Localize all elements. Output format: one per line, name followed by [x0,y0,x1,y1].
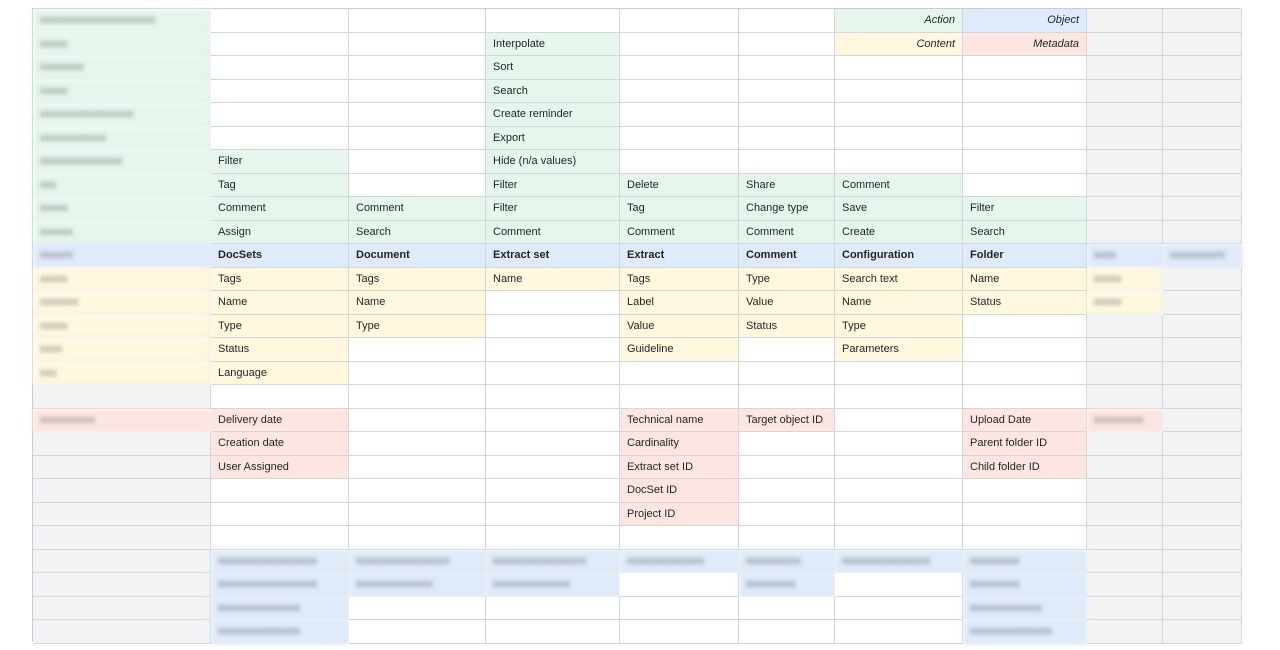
grid-cell[interactable] [739,597,835,621]
grid-cell[interactable] [211,56,349,80]
content-cell[interactable]: Type [835,315,963,339]
grid-cell[interactable] [1163,127,1242,151]
action-cell[interactable]: Export [486,127,620,151]
redacted-cell: xxx [33,362,211,386]
grid-cell[interactable] [620,620,739,644]
grid-cell[interactable] [1163,456,1242,480]
redacted-cell: xxxxxxxxxxxxxxxxx [349,550,486,574]
content-cell[interactable]: Status [211,338,349,362]
redacted-cell: xxxxxxxxxx [739,550,835,574]
grid-cell[interactable] [620,127,739,151]
grid-cell[interactable] [1163,197,1242,221]
grid-cell[interactable] [349,174,486,198]
legend-content[interactable]: Content [835,33,963,57]
grid-cell[interactable] [33,550,211,574]
grid-cell[interactable] [620,80,739,104]
grid-cell[interactable] [349,80,486,104]
grid-cell[interactable] [620,362,739,386]
grid-cell[interactable] [835,526,963,550]
content-cell[interactable]: Status [739,315,835,339]
grid-cell[interactable] [486,338,620,362]
grid-cell[interactable] [486,526,620,550]
grid-cell[interactable] [739,503,835,527]
redacted-cell: xxxxxx [33,221,211,245]
redacted-cell: xxxxxxxxxxxxxxxx [835,550,963,574]
grid-cell[interactable] [211,503,349,527]
grid-cell[interactable] [835,432,963,456]
grid-cell[interactable] [739,9,835,33]
metadata-cell[interactable]: Child folder ID [963,456,1087,480]
grid-cell[interactable] [349,362,486,386]
grid-cell[interactable] [349,432,486,456]
grid-cell[interactable] [1163,597,1242,621]
grid-cell[interactable] [739,56,835,80]
legend-metadata[interactable]: Metadata [963,33,1087,57]
grid-cell[interactable] [33,479,211,503]
grid-cell[interactable] [963,80,1087,104]
content-cell[interactable]: Parameters [835,338,963,362]
metadata-cell[interactable]: Parent folder ID [963,432,1087,456]
grid-cell[interactable] [211,479,349,503]
redacted-cell: xxxxxxxxx [739,573,835,597]
redacted-cell: xxxxxxxxxxxxxx [620,550,739,574]
grid-cell[interactable] [620,33,739,57]
redacted-cell: xxxxxxxxxxxxxxxxxxxxx [33,9,211,33]
redacted-cell: xxxxxxxxxxxxxxx [211,620,349,644]
grid-cell[interactable] [486,479,620,503]
grid-cell[interactable] [349,409,486,433]
redacted-cell: xxxx [1087,244,1163,268]
grid-cell[interactable] [211,385,349,409]
grid-cell[interactable] [620,9,739,33]
object-header[interactable]: Extract [620,244,739,268]
action-cell[interactable]: Comment [620,221,739,245]
grid-cell[interactable] [486,620,620,644]
content-cell[interactable]: Name [486,268,620,292]
spreadsheet-grid [32,8,1241,642]
grid-cell[interactable] [33,456,211,480]
grid-cell[interactable] [349,33,486,57]
grid-cell[interactable] [620,103,739,127]
action-cell[interactable]: Filter [486,197,620,221]
action-cell[interactable]: Share [739,174,835,198]
content-cell[interactable]: Type [739,268,835,292]
grid-cell[interactable] [739,432,835,456]
object-header[interactable]: Configuration [835,244,963,268]
action-cell[interactable]: Filter [963,197,1087,221]
action-cell[interactable]: Search [349,221,486,245]
grid-cell[interactable] [739,456,835,480]
grid-cell[interactable] [1087,33,1163,57]
grid-cell[interactable] [1087,479,1163,503]
grid-cell[interactable] [349,597,486,621]
grid-cell[interactable] [739,103,835,127]
grid-cell[interactable] [1087,432,1163,456]
redacted-cell: xxxx [33,338,211,362]
metadata-cell[interactable]: Technical name [620,409,739,433]
content-cell[interactable]: Tags [349,268,486,292]
grid-cell[interactable] [486,362,620,386]
grid-cell[interactable] [1163,526,1242,550]
grid-cell[interactable] [1087,573,1163,597]
action-cell[interactable]: Filter [211,150,349,174]
grid-cell[interactable] [1163,33,1242,57]
redacted-cell: xxxxxxxxxxxxxxx [963,620,1087,644]
grid-cell[interactable] [620,150,739,174]
content-cell[interactable]: Tags [211,268,349,292]
grid-cell[interactable] [1087,150,1163,174]
metadata-cell[interactable]: User Assigned [211,456,349,480]
action-cell[interactable]: Tag [620,197,739,221]
action-cell[interactable]: Create reminder [486,103,620,127]
grid-cell[interactable] [835,150,963,174]
grid-cell[interactable] [33,526,211,550]
content-cell[interactable]: Value [620,315,739,339]
action-cell[interactable]: Sort [486,56,620,80]
grid-cell[interactable] [739,33,835,57]
object-header[interactable]: Folder [963,244,1087,268]
grid-cell[interactable] [1163,620,1242,644]
grid-cell[interactable] [33,385,211,409]
content-cell[interactable]: Tags [620,268,739,292]
grid-cell[interactable] [739,338,835,362]
redacted-cell: xxxxxxxxx [963,550,1087,574]
redacted-cell: xxxxxxxx [33,56,211,80]
grid-cell[interactable] [1163,550,1242,574]
grid-cell[interactable] [835,362,963,386]
action-cell[interactable]: Filter [486,174,620,198]
grid-cell[interactable] [486,432,620,456]
grid-cell[interactable] [1087,620,1163,644]
metadata-cell[interactable]: DocSet ID [620,479,739,503]
content-cell[interactable]: Name [349,291,486,315]
metadata-cell[interactable]: Upload Date [963,409,1087,433]
content-cell[interactable]: Type [211,315,349,339]
action-cell[interactable]: Search [486,80,620,104]
redacted-cell: xxxxxxxxxxxxxxxxxx [211,573,349,597]
grid-cell[interactable] [211,103,349,127]
grid-cell[interactable] [1163,291,1242,315]
redacted-cell: xxxxxxx [33,291,211,315]
grid-cell[interactable] [1163,338,1242,362]
grid-cell[interactable] [33,597,211,621]
grid-cell[interactable] [963,174,1087,198]
grid-cell[interactable] [739,362,835,386]
grid-cell[interactable] [963,103,1087,127]
object-header[interactable]: DocSets [211,244,349,268]
grid-cell[interactable] [963,385,1087,409]
redacted-cell: xxxxx [33,80,211,104]
grid-cell[interactable] [1163,573,1242,597]
metadata-cell[interactable]: Creation date [211,432,349,456]
grid-cell[interactable] [1163,56,1242,80]
redacted-cell: xxxxxxxxxxxxxxxxx [486,550,620,574]
grid-cell[interactable] [1087,56,1163,80]
grid-cell[interactable] [835,409,963,433]
grid-cell[interactable] [963,338,1087,362]
grid-cell[interactable] [486,315,620,339]
grid-cell[interactable] [486,291,620,315]
grid-cell[interactable] [1087,9,1163,33]
redacted-cell: xxxxx [33,33,211,57]
grid-cell[interactable] [1087,103,1163,127]
grid-cell[interactable] [349,338,486,362]
grid-cell[interactable] [486,456,620,480]
grid-cell[interactable] [486,597,620,621]
grid-cell[interactable] [486,409,620,433]
grid-cell[interactable] [835,56,963,80]
grid-cell[interactable] [739,526,835,550]
grid-cell[interactable] [33,503,211,527]
grid-cell[interactable] [963,503,1087,527]
grid-cell[interactable] [1087,221,1163,245]
redacted-cell: xxxxx [33,197,211,221]
grid-cell[interactable] [349,526,486,550]
grid-cell[interactable] [486,9,620,33]
grid-cell[interactable] [739,80,835,104]
grid-cell[interactable] [1087,597,1163,621]
grid-cell[interactable] [620,597,739,621]
grid-cell[interactable] [739,620,835,644]
action-cell[interactable]: Search [963,221,1087,245]
grid-cell[interactable] [33,573,211,597]
grid-cell[interactable] [1087,127,1163,151]
action-cell[interactable]: Tag [211,174,349,198]
redacted-cell: xxxxxx [33,244,211,268]
action-cell[interactable]: Save [835,197,963,221]
action-cell[interactable]: Assign [211,221,349,245]
grid-cell[interactable] [963,315,1087,339]
action-cell[interactable]: Comment [486,221,620,245]
grid-cell[interactable] [349,456,486,480]
redacted-cell: xxxxx [33,268,211,292]
grid-cell[interactable] [963,150,1087,174]
action-cell[interactable]: Hide (n/a values) [486,150,620,174]
content-cell[interactable]: Type [349,315,486,339]
grid-cell[interactable] [620,526,739,550]
grid-cell[interactable] [349,127,486,151]
grid-cell[interactable] [835,80,963,104]
grid-cell[interactable] [835,103,963,127]
content-cell[interactable]: Value [739,291,835,315]
grid-cell[interactable] [1163,409,1242,433]
grid-cell[interactable] [1087,80,1163,104]
object-header[interactable]: Extract set [486,244,620,268]
grid-cell[interactable] [835,573,963,597]
grid-cell[interactable] [835,503,963,527]
grid-cell[interactable] [1163,174,1242,198]
grid-cell[interactable] [1163,385,1242,409]
redacted-cell: xxxxxxxxx [963,573,1087,597]
content-cell[interactable]: Name [963,268,1087,292]
redacted-cell: xxx [33,174,211,198]
grid-cell[interactable] [349,479,486,503]
grid-cell[interactable] [835,479,963,503]
grid-cell[interactable] [835,127,963,151]
grid-cell[interactable] [486,503,620,527]
content-cell[interactable]: Name [835,291,963,315]
content-cell[interactable]: Language [211,362,349,386]
redacted-cell: xxxxxxxxxxxxxxx [33,150,211,174]
content-cell[interactable]: Search text [835,268,963,292]
redacted-cell: xxxxxxxxxxxxxxx [211,597,349,621]
grid-cell[interactable] [835,597,963,621]
grid-cell[interactable] [1163,80,1242,104]
grid-cell[interactable] [1163,432,1242,456]
grid-cell[interactable] [1163,503,1242,527]
grid-cell[interactable] [1163,103,1242,127]
grid-cell[interactable] [1087,315,1163,339]
grid-cell[interactable] [33,432,211,456]
grid-cell[interactable] [620,56,739,80]
redacted-cell: xxxxx [33,315,211,339]
grid-cell[interactable] [349,103,486,127]
grid-cell[interactable] [349,150,486,174]
grid-cell[interactable] [486,385,620,409]
redacted-cell: xxxxxxxxx [1087,409,1163,433]
grid-cell[interactable] [1087,550,1163,574]
grid-cell[interactable] [963,127,1087,151]
grid-cell[interactable] [211,9,349,33]
grid-cell[interactable] [211,526,349,550]
action-cell[interactable]: Comment [835,174,963,198]
grid-cell[interactable] [1087,503,1163,527]
action-cell[interactable]: Delete [620,174,739,198]
action-cell[interactable]: Interpolate [486,33,620,57]
redacted-cell: xxxxxxxxxx [1163,244,1242,268]
redacted-cell: xxxxxxxxxxxxxxxxxx [211,550,349,574]
grid-cell[interactable] [1163,221,1242,245]
grid-cell[interactable] [835,456,963,480]
redacted-cell: xxxxxxxxxxxx [33,127,211,151]
grid-cell[interactable] [1087,385,1163,409]
grid-cell[interactable] [963,526,1087,550]
action-cell[interactable]: Comment [349,197,486,221]
grid-cell[interactable] [963,479,1087,503]
grid-cell[interactable] [739,150,835,174]
object-header[interactable]: Comment [739,244,835,268]
redacted-cell: xxxxxxxxxxxxxxxxx [33,103,211,127]
grid-cell[interactable] [1087,174,1163,198]
grid-cell[interactable] [211,80,349,104]
grid-cell[interactable] [835,385,963,409]
grid-cell[interactable] [1163,315,1242,339]
grid-cell[interactable] [963,362,1087,386]
metadata-cell[interactable]: Cardinality [620,432,739,456]
grid-cell[interactable] [1087,338,1163,362]
grid-cell[interactable] [1087,526,1163,550]
grid-cell[interactable] [211,33,349,57]
grid-cell[interactable] [1163,268,1242,292]
grid-cell[interactable] [1163,150,1242,174]
legend-object[interactable]: Object [963,9,1087,33]
grid-cell[interactable] [739,479,835,503]
content-cell[interactable]: Guideline [620,338,739,362]
grid-cell[interactable] [620,385,739,409]
redacted-cell: xxxxx [1087,268,1163,292]
grid-cell[interactable] [1087,456,1163,480]
object-header[interactable]: Document [349,244,486,268]
grid-cell[interactable] [620,573,739,597]
grid-cell[interactable] [211,127,349,151]
content-cell[interactable]: Status [963,291,1087,315]
redacted-cell: xxxxx [1087,291,1163,315]
action-cell[interactable]: Comment [211,197,349,221]
grid-cell[interactable] [349,9,486,33]
metadata-cell[interactable]: Target object ID [739,409,835,433]
grid-cell[interactable] [1163,479,1242,503]
metadata-cell[interactable]: Delivery date [211,409,349,433]
grid-cell[interactable] [1087,197,1163,221]
grid-cell[interactable] [739,127,835,151]
redacted-cell: xxxxxxxxxxxxxx [486,573,620,597]
redacted-cell: xxxxxxxxxx [33,409,211,433]
grid-cell[interactable] [349,56,486,80]
content-cell[interactable]: Label [620,291,739,315]
grid-cell[interactable] [739,385,835,409]
metadata-cell[interactable]: Extract set ID [620,456,739,480]
grid-cell[interactable] [349,620,486,644]
grid-cell[interactable] [349,385,486,409]
redacted-cell: xxxxxxxxxxxxxx [349,573,486,597]
metadata-cell[interactable]: Project ID [620,503,739,527]
content-cell[interactable]: Name [211,291,349,315]
action-cell[interactable]: Create [835,221,963,245]
redacted-cell: xxxxxxxxxxxxx [963,597,1087,621]
legend-action[interactable]: Action [835,9,963,33]
grid-cell[interactable] [835,620,963,644]
grid-cell[interactable] [1163,9,1242,33]
grid-cell[interactable] [349,503,486,527]
grid-cell[interactable] [963,56,1087,80]
action-cell[interactable]: Change type [739,197,835,221]
grid-cell[interactable] [1087,362,1163,386]
action-cell[interactable]: Comment [739,221,835,245]
grid-cell[interactable] [1163,362,1242,386]
grid-cell[interactable] [33,620,211,644]
